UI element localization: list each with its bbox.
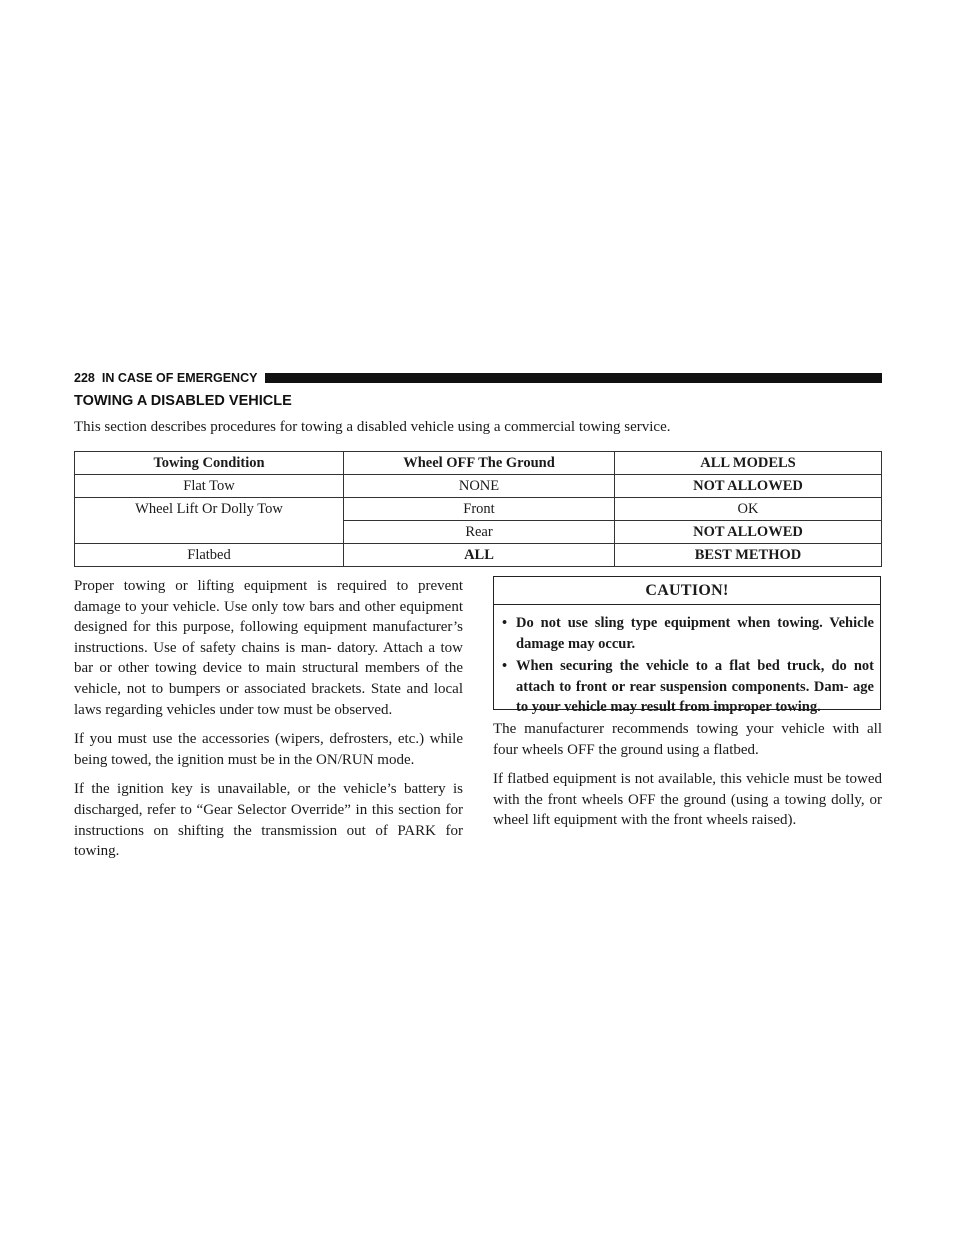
table-row [75, 498, 882, 521]
caution-item-text: When securing the vehicle to a flat bed truck, do not attach to front or rear suspension components. Dam- age to your vehicle may result from improper towing. [516, 658, 874, 716]
cell-models: OK [615, 498, 882, 521]
caution-item-text: Do not use sling type equipment when towing. Vehicle damage may occur. [516, 615, 874, 652]
body-paragraph: If flatbed equipment is not available, this vehicle must be towed with the front wheels OFF the ground (using a towing dolly, or wheel lift equipment with the front wheels raised). [493, 771, 882, 829]
caution-title: CAUTION! [494, 577, 880, 605]
page-header [74, 370, 882, 386]
table-header-row [75, 452, 882, 475]
caution-box [493, 576, 881, 716]
cell-wheel: Front [344, 498, 615, 521]
section-title: IN CASE OF EMERGENCY [101, 371, 258, 385]
cell-condition: Flatbed [75, 544, 344, 567]
intro-paragraph: This section describes procedures for towing a disabled vehicle using a commercial towing service. [74, 419, 671, 435]
body-paragraph: If the ignition key is unavailable, or the vehicle’s battery is discharged, refer to “Gear Selector Override” in this section for instructions on shifting the transmission out of PARK for towing. [74, 781, 463, 860]
bullet-icon: • [502, 658, 508, 675]
cell-wheel: NONE [344, 475, 615, 498]
caution-list [494, 605, 880, 718]
column-header-wheel: Wheel OFF The Ground [344, 452, 615, 475]
table-row [75, 475, 882, 498]
page-title: TOWING A DISABLED VEHICLE [74, 393, 292, 409]
cell-models: NOT ALLOWED [615, 475, 882, 498]
cell-wheel: Rear [344, 521, 615, 544]
body-paragraph: If you must use the accessories (wipers, defrosters, etc.) while being towed, the ignition must be in the ON/RUN mode. [74, 731, 463, 768]
body-paragraph: Proper towing or lifting equipment is required to prevent damage to your vehicle. Use only tow bars and other equipment designed for this purpose, following equipment manufacturer’s instructions. Use of safety chains is man- datory. Attach a tow bar or other towing device to main structural members of the vehicle, not to bumpers or associated brackets. State and local laws regarding vehicles under tow must be observed. [74, 578, 463, 718]
cell-condition: Flat Tow [75, 475, 344, 498]
cell-wheel: ALL [344, 544, 615, 567]
body-paragraph: The manufacturer recommends towing your vehicle with all four wheels OFF the ground using a flatbed. [493, 721, 882, 758]
page-number: 228 [74, 371, 95, 385]
left-column [74, 576, 463, 871]
caution-item [502, 656, 874, 718]
column-header-condition: Towing Condition [75, 452, 344, 475]
cell-models: NOT ALLOWED [615, 521, 882, 544]
towing-table [74, 451, 882, 567]
cell-models: BEST METHOD [615, 544, 882, 567]
caution-item [502, 613, 874, 654]
bullet-icon: • [502, 615, 508, 631]
right-column [493, 719, 882, 840]
column-header-models: ALL MODELS [615, 452, 882, 475]
cell-condition: Wheel Lift Or Dolly Tow [75, 498, 344, 544]
header-rule [265, 373, 882, 383]
table-row [75, 544, 882, 567]
